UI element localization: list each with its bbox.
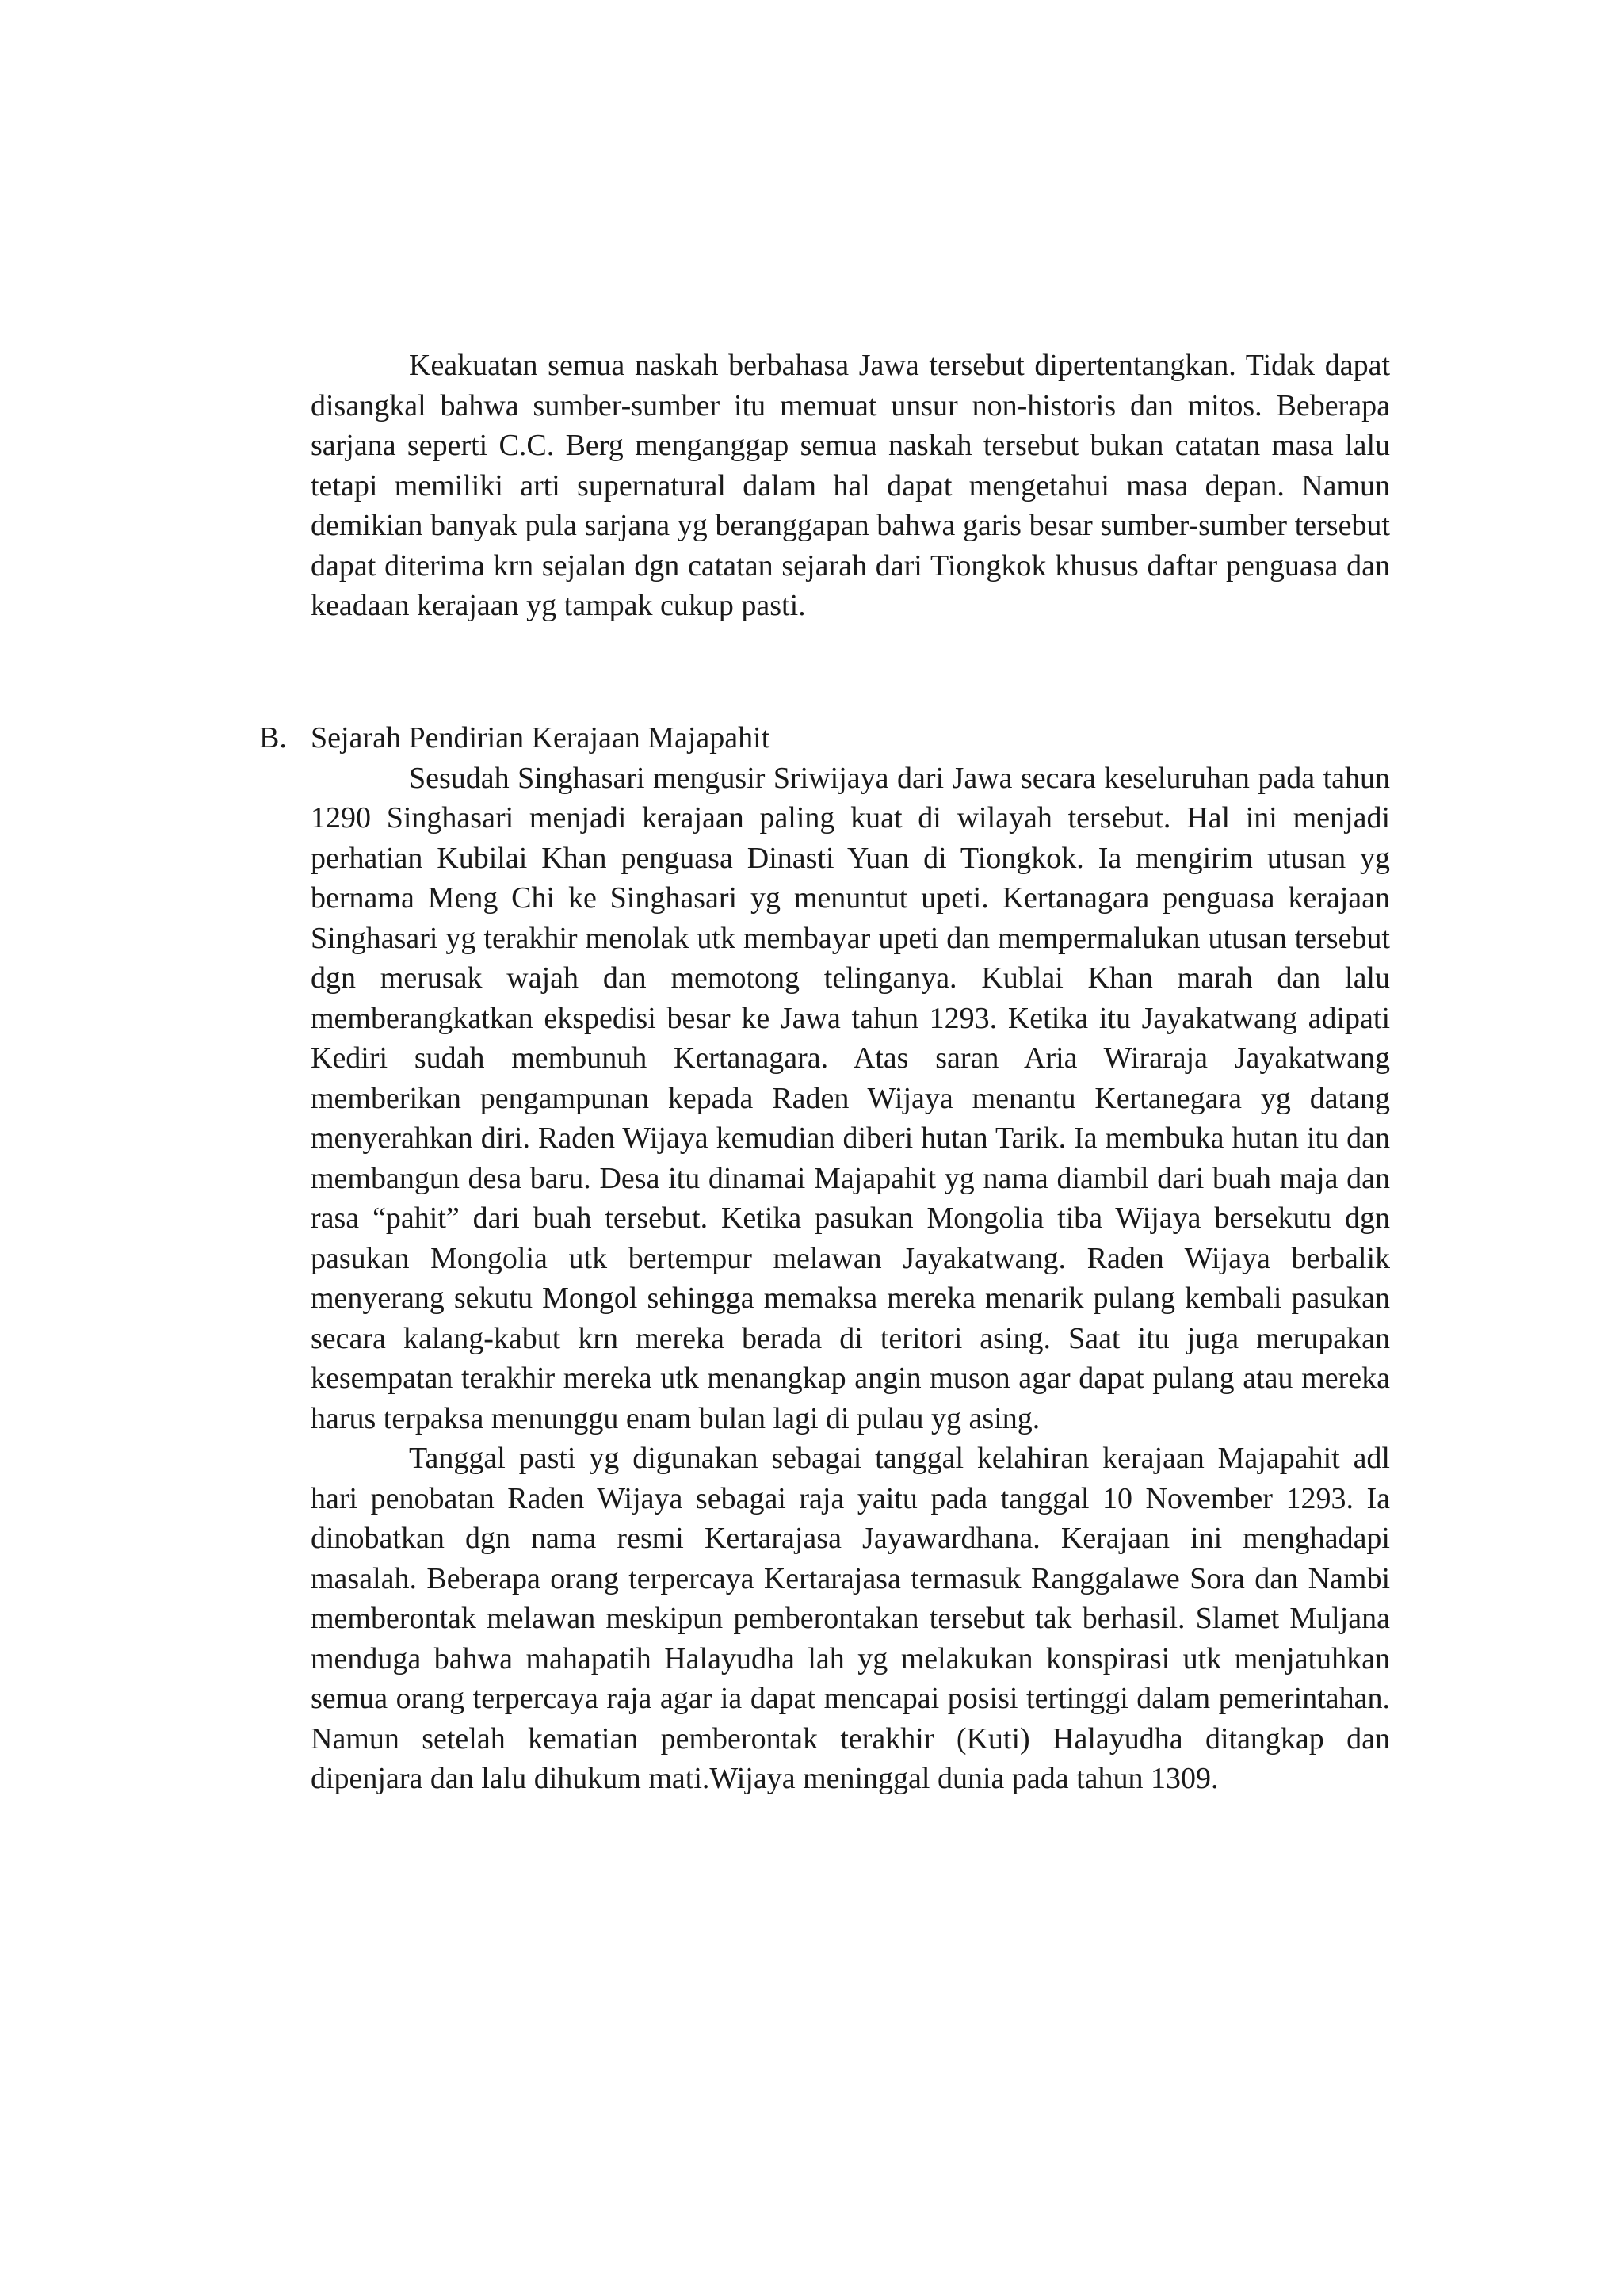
section-label: B.: [259, 721, 287, 755]
section-heading: [259, 718, 1390, 758]
section-body: [311, 758, 1390, 1799]
paragraph-intro: Keakuatan semua naskah berbahasa Jawa tersebut dipertentangkan. Tidak dapat disangkal bahwa sumber-sumber itu memuat unsur non-historis dan mitos. Beberapa sarjana seperti C.C. Berg menganggap semua naskah tersebut bukan catatan masa lalu tetapi memiliki arti supernatural dalam hal dapat mengetahui masa depan. Namun demikian banyak pula sarjana yg beranggapan bahwa garis besar sumber-sumber tersebut dapat diterima krn sejalan dgn catatan sejarah dari Tiongkok khusus daftar penguasa dan keadaan kerajaan yg tampak cukup pasti.: [311, 349, 1390, 622]
paragraph-founding: Sesudah Singhasari mengusir Sriwijaya dari Jawa secara keseluruhan pada tahun 1290 Singhasari menjadi kerajaan paling kuat di wilayah tersebut. Hal ini menjadi perhatian Kubilai Khan penguasa Dinasti Yuan di Tiongkok. Ia mengirim utusan yg bernama Meng Chi ke Singhasari yg menuntut upeti. Kertanagara penguasa kerajaan Singhasari yg terakhir menolak utk membayar upeti dan mempermalukan utusan tersebut dgn merusak wajah dan memotong telinganya. Kublai Khan marah dan lalu memberangkatkan ekspedisi besar ke Jawa tahun 1293. Ketika itu Jayakatwang adipati Kediri sudah membunuh Kertanagara. Atas saran Aria Wiraraja Jayakatwang memberikan pengampunan kepada Raden Wijaya menantu Kertanegara yg datang menyerahkan diri. Raden Wijaya kemudian diberi hutan Tarik. Ia membuka hutan itu dan membangun desa baru. Desa itu dinamai Majapahit yg nama diambil dari buah maja dan rasa “pahit” dari buah tersebut. Ketika pasukan Mongolia tiba Wijaya bersekutu dgn pasukan Mongolia utk bertempur melawan Jayakatwang. Raden Wijaya berbalik menyerang sekutu Mongol sehingga memaksa mereka menarik pulang kembali pasukan secara kalang-kabut krn mereka berada di teritori asing. Saat itu juga merupakan kesempatan terakhir mereka utk menangkap angin muson agar dapat pulang atau mereka harus terpaksa menunggu enam bulan lagi di pulau yg asing.: [311, 761, 1390, 1435]
section-b: [259, 718, 1390, 1799]
paragraph-coronation: Tanggal pasti yg digunakan sebagai tanggal kelahiran kerajaan Majapahit adl hari penobatan Raden Wijaya sebagai raja yaitu pada tanggal 10 November 1293. Ia dinobatkan dgn nama resmi Kertarajasa Jayawardhana. Kerajaan ini menghadapi masalah. Beberapa orang terpercaya Kertarajasa termasuk Ranggalawe Sora dan Nambi memberontak melawan meskipun pemberontakan tersebut tak berhasil. Slamet Muljana menduga bahwa mahapatih Halayudha lah yg melakukan konspirasi utk menjatuhkan semua orang terpercaya raja agar ia dapat mencapai posisi tertinggi dalam pemerintahan. Namun setelah kematian pemberontak terakhir (Kuti) Halayudha ditangkap dan dipenjara dan lalu dihukum mati.Wijaya meninggal dunia pada tahun 1309.: [311, 1442, 1390, 1795]
section-title: Sejarah Pendirian Kerajaan Majapahit: [311, 721, 770, 755]
intro-block: [311, 346, 1390, 626]
